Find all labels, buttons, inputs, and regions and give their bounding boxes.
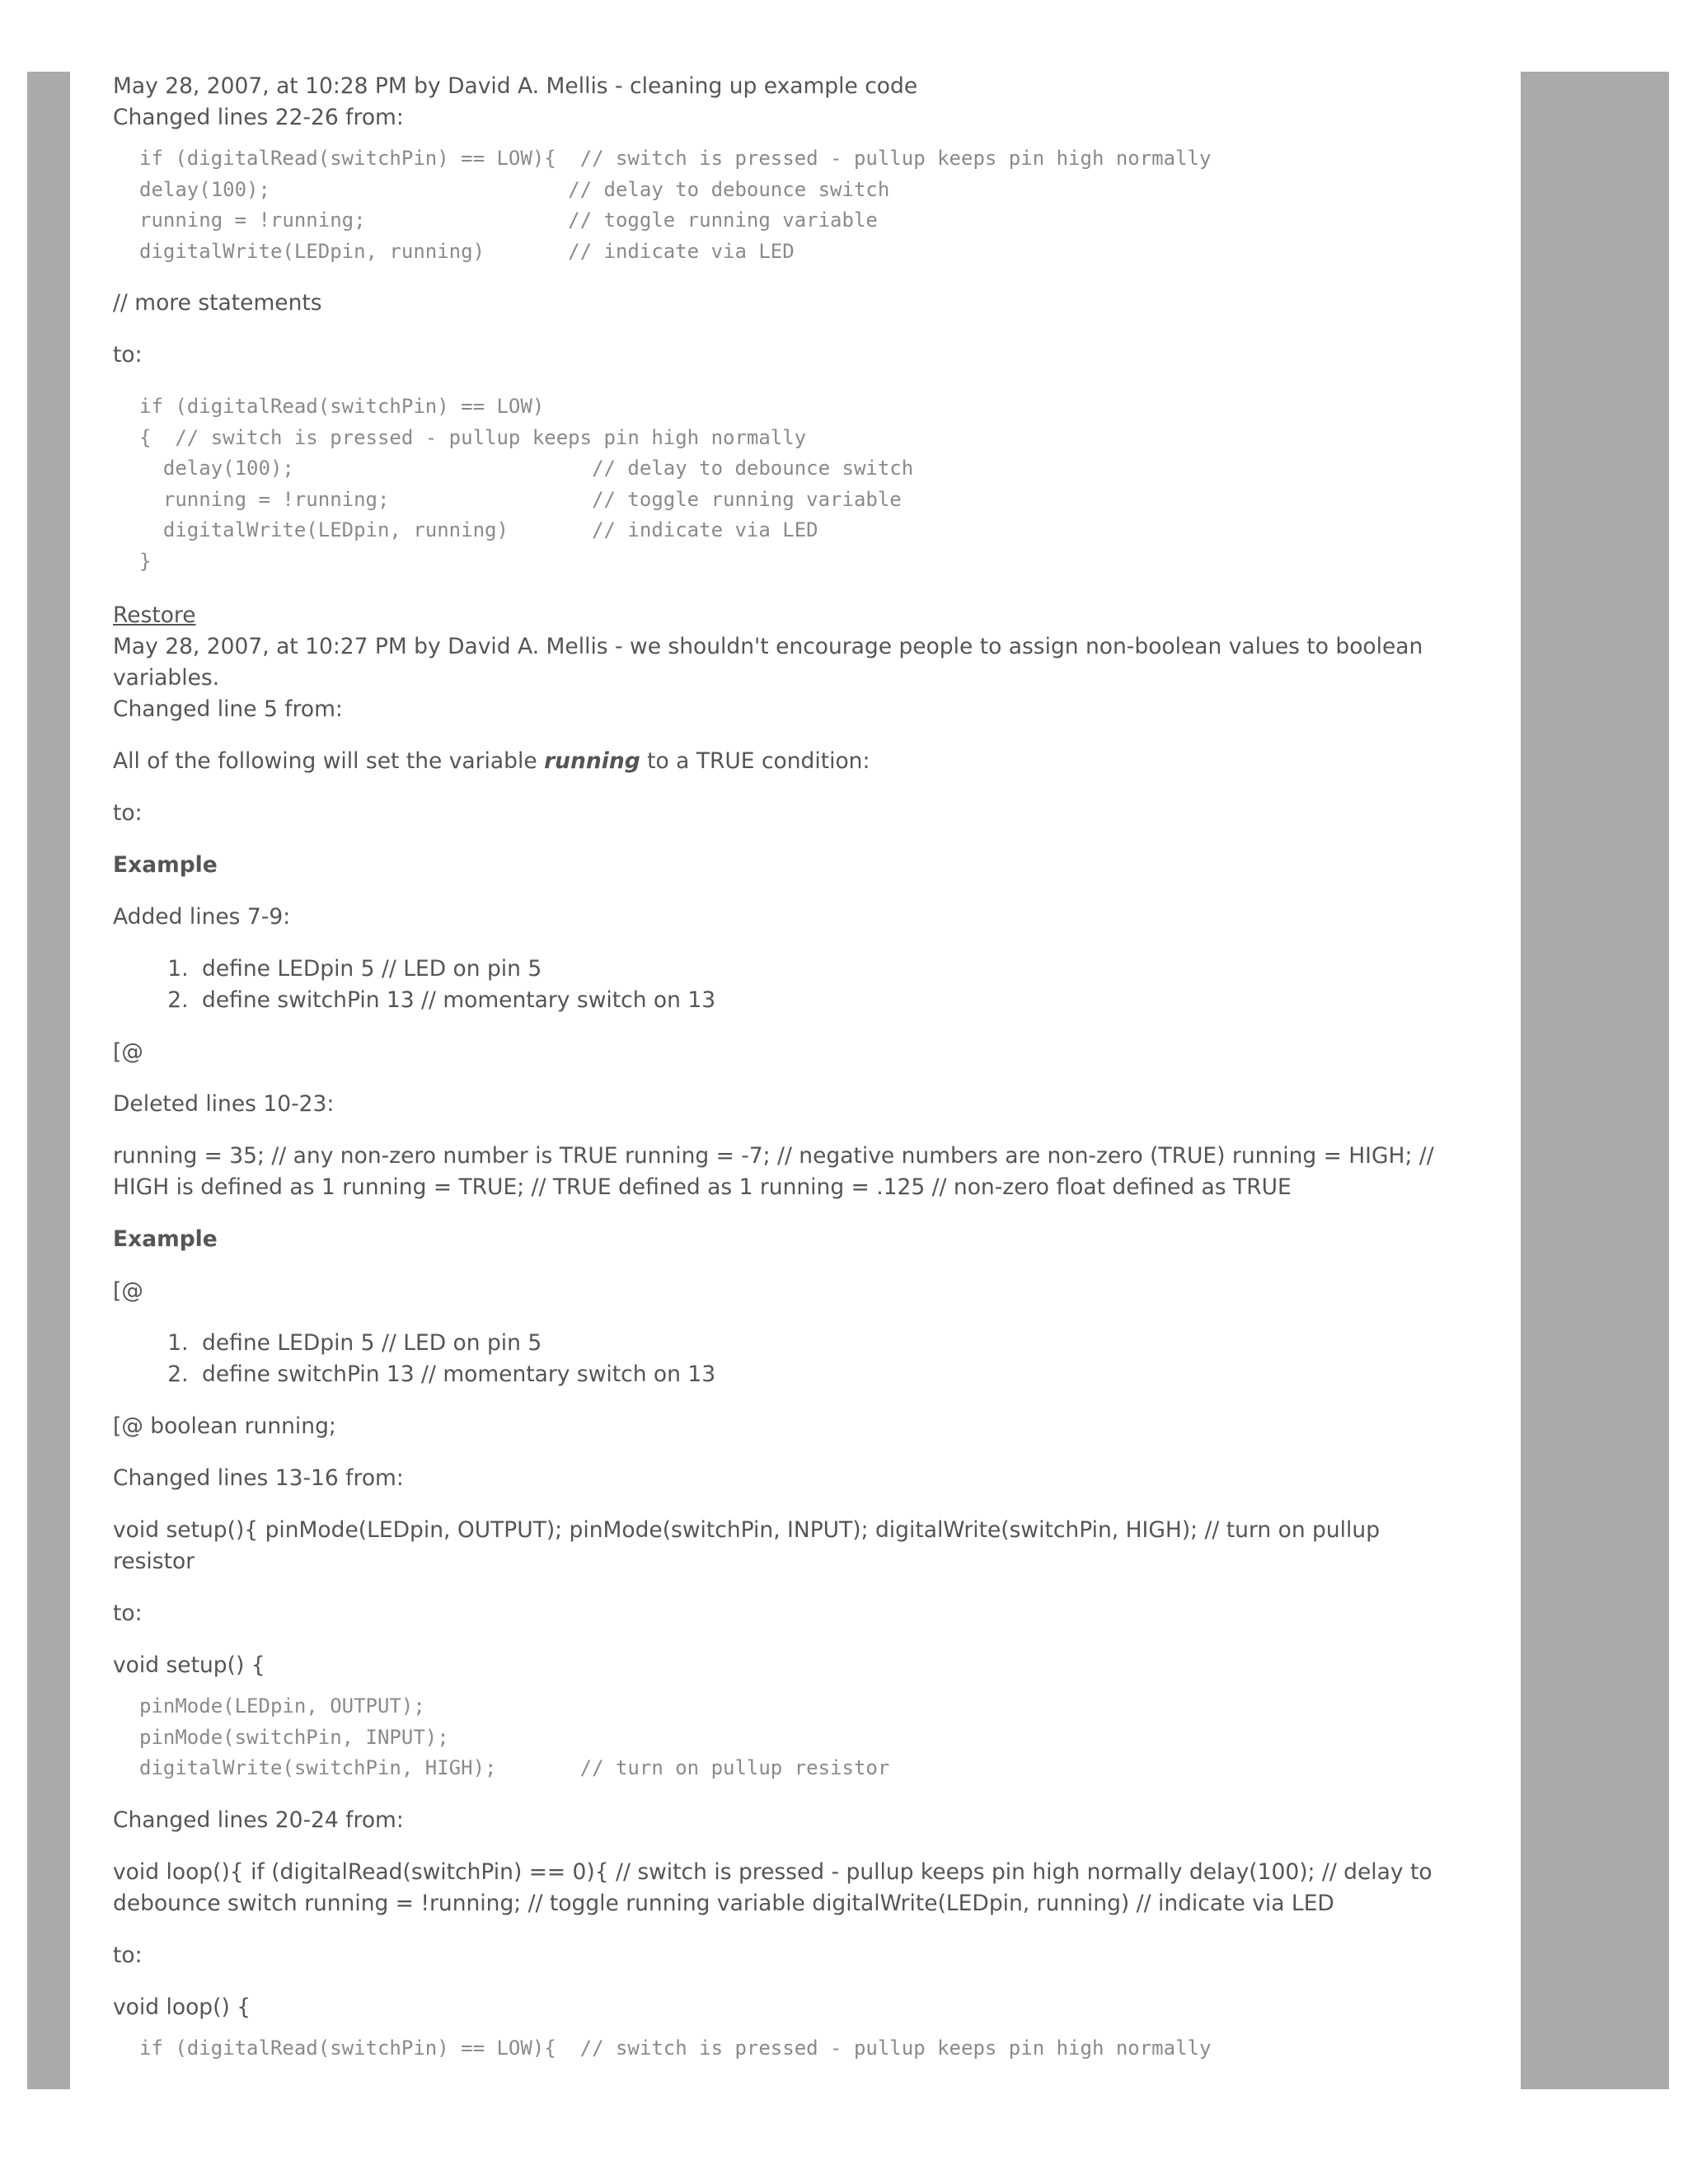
- revision-history-content: [113, 71, 1465, 2084]
- changed-lines-label: Changed lines 22-26 from:: [113, 105, 404, 130]
- example-heading: Example: [113, 1226, 218, 1252]
- loop-old-text: void loop(){ if (digitalRead(switchPin) == 0){ // switch is pressed - pullup keeps pin high normally delay(100); // delay to debounce switch running = !running; // toggle running variable digitalWrite(LEDpin, running) // indicate via LED: [113, 1858, 1432, 1916]
- list-item: 2. define switchPin 13 // momentary switch on 13: [195, 985, 1465, 1016]
- markup-fragment: [@: [113, 1039, 143, 1065]
- code-block-old: if (digitalRead(switchPin) == LOW){ // switch is pressed - pullup keeps pin high normally delay(100); // delay to debounce switch running = !running; // toggle running variable digitalWrite(LEDpin, running) // indicate via LED: [139, 147, 1212, 263]
- changed-lines-label: Changed lines 13-16 from:: [113, 1465, 404, 1491]
- to-label: to:: [113, 1942, 143, 1968]
- loop-new-text: void loop() {: [113, 1994, 251, 2020]
- following-text-pre: All of the following will set the variable: [113, 748, 545, 774]
- running-values-text: running = 35; // any non-zero number is TRUE running = -7; // negative numbers are non-zero (TRUE) running = HIGH; // HIGH is defined as 1 running = TRUE; // TRUE defined as 1 running = .125 // non-zero float defined as TRUE: [113, 1143, 1434, 1200]
- define-list: [113, 1328, 1465, 1390]
- setup-new-text: void setup() {: [113, 1652, 265, 1678]
- loop-code-block: if (digitalRead(switchPin) == LOW){ // switch is pressed - pullup keeps pin high normally: [139, 2036, 1212, 2060]
- boolean-declaration: [@ boolean running;: [113, 1413, 336, 1439]
- code-block-new: if (digitalRead(switchPin) == LOW) { // switch is pressed - pullup keeps pin high normally delay(100); // delay to debounce switch running = !running; // toggle running variable digitalWrite(LEDpin, running) // indicate via LED }: [139, 395, 914, 573]
- list-item: 2. define switchPin 13 // momentary switch on 13: [195, 1359, 1465, 1390]
- following-statement: [113, 746, 1465, 777]
- list-item: 1. define LEDpin 5 // LED on pin 5: [195, 954, 1465, 985]
- to-label: to:: [113, 342, 143, 368]
- changed-line-label: Changed line 5 from:: [113, 696, 343, 722]
- revision-header: May 28, 2007, at 10:28 PM by David A. Mellis - cleaning up example code: [113, 73, 918, 99]
- setup-old-text: void setup(){ pinMode(LEDpin, OUTPUT); pinMode(switchPin, INPUT); digitalWrite(switchPin, HIGH); // turn on pullup resistor: [113, 1517, 1381, 1574]
- restore-link[interactable]: Restore: [113, 602, 196, 628]
- to-label: to:: [113, 800, 143, 826]
- more-statements: // more statements: [113, 290, 322, 316]
- left-sidebar-bar: [27, 72, 70, 2089]
- following-text-post: to a TRUE condition:: [640, 748, 870, 774]
- example-heading: Example: [113, 852, 218, 878]
- changed-lines-label: Changed lines 20-24 from:: [113, 1807, 404, 1833]
- markup-fragment: [@: [113, 1278, 143, 1304]
- list-item: 1. define LEDpin 5 // LED on pin 5: [195, 1328, 1465, 1359]
- added-lines-label: Added lines 7-9:: [113, 904, 291, 930]
- running-variable: running: [544, 748, 640, 774]
- right-sidebar-bar: [1521, 72, 1669, 2089]
- revision-header: May 28, 2007, at 10:27 PM by David A. Mellis - we shouldn't encourage people to assign non-boolean values to boolean variables.: [113, 634, 1423, 691]
- setup-code-block: pinMode(LEDpin, OUTPUT); pinMode(switchPin, INPUT); digitalWrite(switchPin, HIGH); // turn on pullup resistor: [139, 1694, 890, 1779]
- to-label: to:: [113, 1601, 143, 1626]
- define-list: [113, 954, 1465, 1016]
- deleted-lines-label: Deleted lines 10-23:: [113, 1091, 335, 1117]
